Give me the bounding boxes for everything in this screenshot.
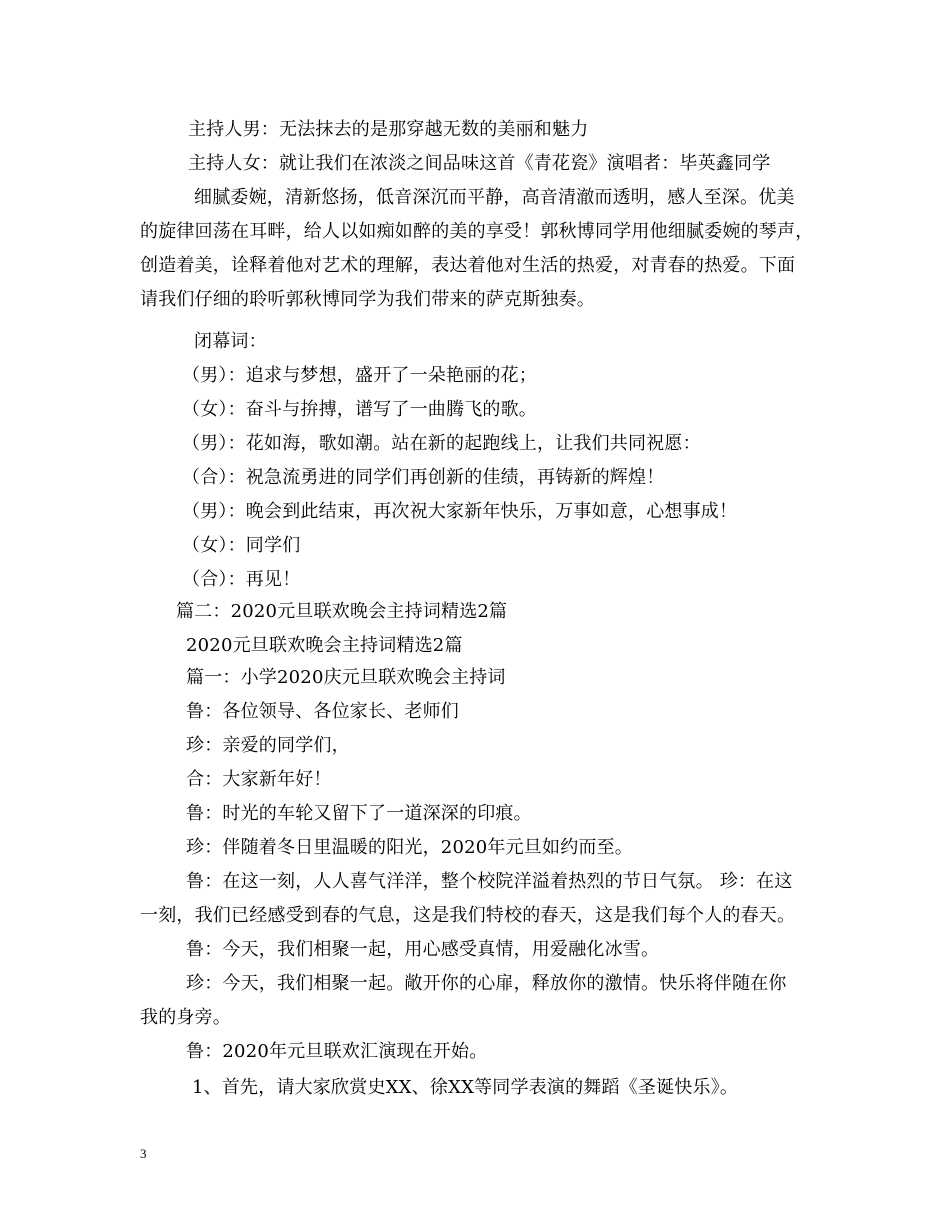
dialogue-line: （女）：奋斗与拚搏，谱写了一曲腾飞的歌。 bbox=[182, 399, 537, 420]
dialogue-line: 我的身旁。 bbox=[140, 1007, 231, 1028]
paragraph-line: 的旋律回荡在耳畔，给人以如痴如醉的美的享受！郭秋博同学用他细腻委婉的琴声， bbox=[140, 221, 814, 242]
dialogue-line: 合：大家新年好！ bbox=[186, 769, 332, 790]
dialogue-line: （男）：追求与梦想，盛开了一朵艳丽的花； bbox=[182, 365, 537, 386]
section-heading: 篇二：2020元旦联欢晚会主持词精选2篇 bbox=[176, 601, 508, 622]
host-male-line: 主持人男：无法抹去的是那穿越无数的美丽和魅力 bbox=[188, 119, 589, 140]
host-female-line: 主持人女：就让我们在浓淡之间品味这首《青花瓷》演唱者：毕英鑫同学 bbox=[188, 153, 771, 174]
section-title: 2020元旦联欢晚会主持词精选2篇 bbox=[186, 635, 463, 656]
paragraph-line: 请我们仔细的聆听郭秋博同学为我们带来的萨克斯独奏。 bbox=[140, 289, 595, 310]
paragraph-line: 细腻委婉，清新悠扬，低音深沉而平静，高音清澈而透明，感人至深。优美 bbox=[194, 187, 795, 208]
section-subtitle: 篇一：小学2020庆元旦联欢晚会主持词 bbox=[186, 667, 506, 688]
dialogue-line: 鲁：在这一刻，人人喜气洋洋，整个校院洋溢着热烈的节日气氛。 珍：在这 bbox=[186, 871, 793, 892]
page-number: 3 bbox=[140, 1146, 147, 1161]
dialogue-line: 一刻，我们已经感受到春的气息，这是我们特校的春天，这是我们每个人的春天。 bbox=[140, 905, 796, 926]
dialogue-line: 珍：伴随着冬日里温暖的阳光，2020年元旦如约而至。 bbox=[186, 837, 634, 858]
dialogue-line: （合）：再见！ bbox=[182, 569, 301, 590]
dialogue-line: （合）：祝急流勇进的同学们再创新的佳绩，再铸新的辉煌！ bbox=[182, 467, 665, 488]
closing-heading: 闭幕词： bbox=[194, 331, 267, 352]
dialogue-line: （男）：花如海，歌如潮。站在新的起跑线上，让我们共同祝愿： bbox=[182, 433, 701, 454]
dialogue-line: 鲁：各位领导、各位家长、老师们 bbox=[186, 701, 459, 722]
dialogue-line: 珍：亲爱的同学们， bbox=[186, 735, 350, 756]
dialogue-line: 鲁：今天，我们相聚一起，用心感受真情，用爱融化冰雪。 bbox=[186, 939, 660, 960]
program-item: 1、首先，请大家欣赏史XX、徐XX等同学表演的舞蹈《圣诞快乐》。 bbox=[192, 1077, 739, 1098]
dialogue-line: （男）：晚会到此结束，再次祝大家新年快乐，万事如意，心想事成！ bbox=[182, 501, 738, 522]
dialogue-line: 鲁：时光的车轮又留下了一道深深的印痕。 bbox=[186, 803, 532, 824]
dialogue-line: 鲁：2020年元旦联欢汇演现在开始。 bbox=[186, 1041, 488, 1062]
paragraph-line: 创造着美，诠释着他对艺术的理解，表达着他对生活的热爱，对青春的热爱。下面 bbox=[140, 255, 796, 276]
dialogue-line: （女）：同学们 bbox=[182, 535, 301, 556]
dialogue-line: 珍：今天，我们相聚一起。敞开你的心扉，释放你的激情。快乐将伴随在你 bbox=[186, 973, 787, 994]
